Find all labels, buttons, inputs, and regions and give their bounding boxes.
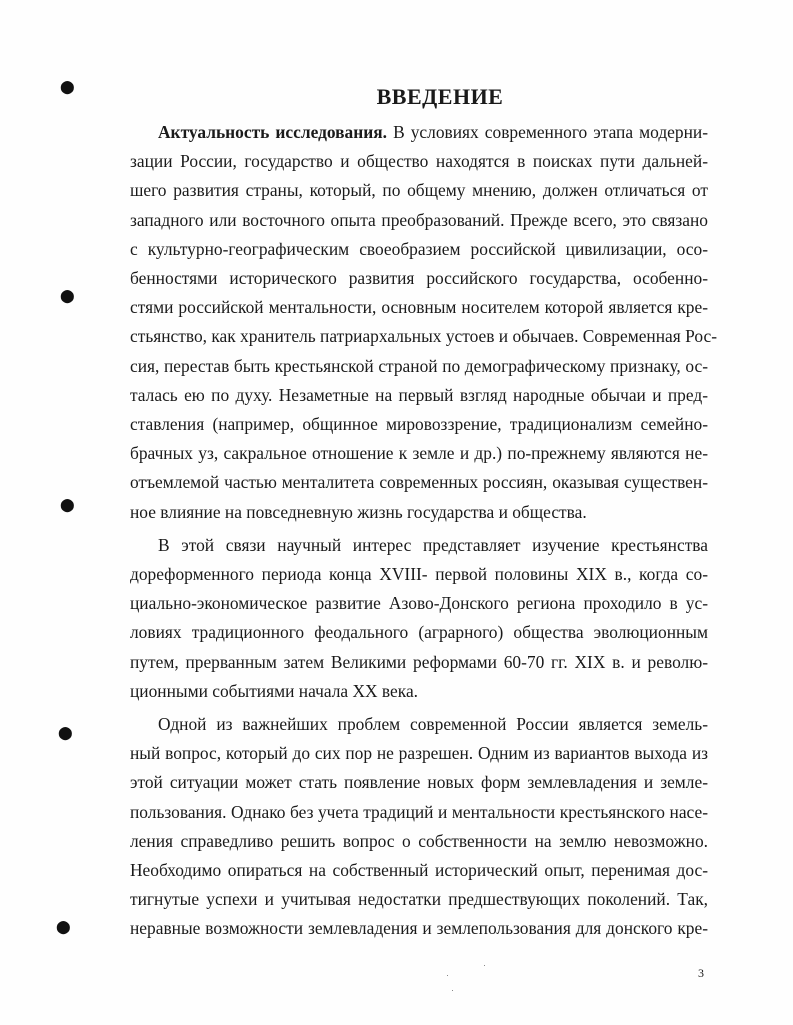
text-line: пользования. Однако без учета традиций и ментальности крестьянского насе- <box>130 801 708 822</box>
text-line: ный вопрос, который до сих пор не разрешен. Одним из вариантов выхода из <box>130 743 708 764</box>
text-line: тигнутые успехи и учитывая недостатки предшествующих поколений. Так, <box>130 889 708 910</box>
text-line: ставления (например, общинное мировоззрение, традиционализм семейно- <box>130 414 708 435</box>
paragraph-relevance <box>130 118 717 527</box>
text-line: стями российской ментальности, основным носителем которой является кре- <box>130 297 708 318</box>
text-line: сия, перестав быть крестьянской страной по демографическому признаку, ос- <box>130 355 708 376</box>
text-line: ловиях традиционного феодального (аграрного) общества эволюционным <box>130 622 708 643</box>
text-line: этой ситуации может стать появление новых форм землевладения и земле- <box>130 772 708 793</box>
text-line: отъемлемой частью менталитета современных россиян, оказывая существен- <box>130 472 708 493</box>
page-title: ВВЕДЕНИЕ <box>376 84 504 109</box>
paragraph-research-interest <box>130 531 708 706</box>
text-line: с культурно-географическим своеобразием российской цивилизации, осо- <box>130 238 708 259</box>
scan-speck <box>452 990 453 991</box>
body-text <box>130 118 717 944</box>
text-line: ления справедливо решить вопрос о собственности на землю невозможно. <box>130 830 708 851</box>
binder-hole-mark: ⬤ <box>58 726 73 741</box>
scan-speck <box>447 975 448 976</box>
text-line: стьянство, как хранитель патриархальных устоев и обычаев. Современная Рос- <box>130 326 717 347</box>
text-line: брачных уз, сакральное отношение к земле и др.) по-прежнему являются не- <box>130 443 708 464</box>
paragraph-land-question <box>130 710 708 944</box>
binder-hole-mark: ⬤ <box>56 920 71 935</box>
text-line: зации России, государство и общество находятся в поисках пути дальней- <box>130 151 708 172</box>
text-line: неравные возможности землевладения и землепользования для донского кре- <box>130 918 708 939</box>
text-line: Актуальность исследования. В условиях современного этапа модерни- <box>158 122 708 142</box>
text-line: путем, прерванным затем Великими реформами 60-70 гг. XIX в. и револю- <box>130 651 708 672</box>
binder-hole-mark: ⬤ <box>60 80 75 95</box>
text-line: Необходимо опираться на собственный исторический опыт, перенимая дос- <box>130 860 708 881</box>
text-line: западного или восточного опыта преобразований. Прежде всего, это связано <box>130 209 708 230</box>
binder-hole-mark: ⬤ <box>60 498 75 513</box>
text-line: шего развития страны, который, по общему мнению, должен отличаться от <box>130 180 708 201</box>
text-line: бенностями исторического развития российского государства, особенно- <box>130 268 708 289</box>
text-line: дореформенного периода конца XVIII- первой половины XIX в., когда со- <box>130 564 708 585</box>
paragraph-lead: Актуальность исследования. <box>158 122 388 142</box>
text-line: циально-экономическое развитие Азово-Донского региона проходило в ус- <box>130 593 708 614</box>
text-line: талась ею по духу. Незаметные на первый взгляд народные обычаи и пред- <box>130 384 708 405</box>
text-line: ционными событиями начала XX века. <box>130 680 419 701</box>
binder-hole-mark: ⬤ <box>60 289 75 304</box>
text-line: Одной из важнейших проблем современной России является земель- <box>158 714 708 735</box>
scan-speck <box>484 965 485 966</box>
page-number: 3 <box>698 966 704 980</box>
text-line: В этой связи научный интерес представляет изучение крестьянства <box>158 534 708 555</box>
text-line: ное влияние на повседневную жизнь государства и общества. <box>130 501 587 522</box>
